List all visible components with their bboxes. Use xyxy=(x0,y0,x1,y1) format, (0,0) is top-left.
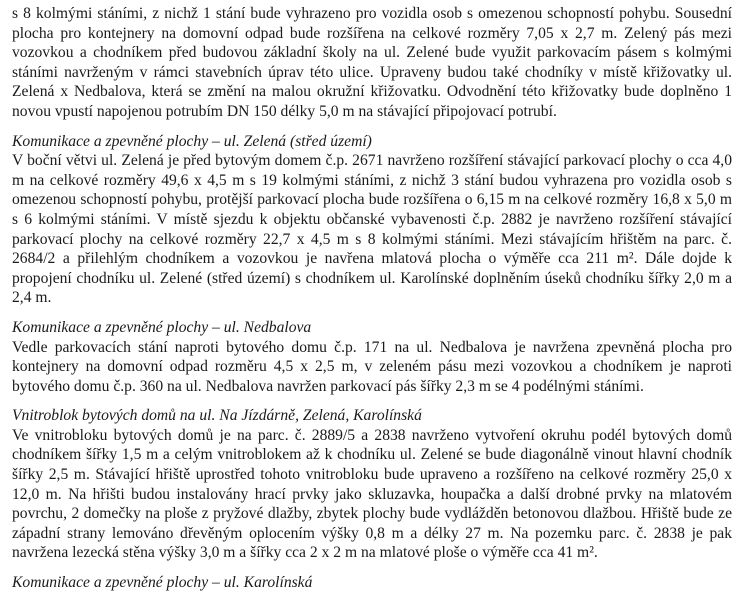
section-gap xyxy=(12,396,732,406)
section-heading-vnitroblok: Vnitroblok bytových domů na ul. Na Jízdárně, Zelená, Karolínská xyxy=(12,407,422,425)
section-heading-karolinska-cutoff: Komunikace a zpevněné plochy – ul. Karolínská xyxy=(12,574,313,592)
section-heading-zelena-center: Komunikace a zpevněné plochy – ul. Zelená (střed území) xyxy=(12,132,372,150)
section-heading-nedbalova: Komunikace a zpevněné plochy – ul. Nedbalova xyxy=(12,318,312,336)
section-gap xyxy=(12,563,732,573)
paragraph-vnitroblok: Ve vnitrobloku bytových domů je na parc. č. 2889/5 a 2838 navrženo vytvoření okruhu podél bytových domů chodníkem šířky 1,5 m a celým vnitroblokem až k chodníku ul. Zelené se bude diagonálně vinout hlavní chodník šířky 2,5 m. Stávající hřiště uprostřed tohoto vnitrobloku bude upraveno a rozšířeno na celkové rozměry 25,0 x 12,0 m. Na hřišti budou instalovány hrací prvky jako skluzavka, houpačka a další drobné prvky na mlatovém povrchu, 2 domečky na ploše z pryžové dlažby, zbytek plochy bude vydlážděn betonovou dlažbou. Hřiště bude ze západní strany lemováno dřevěným oplocením výšky 0,8 m a délky 27 m. Na pozemku parc. č. 2838 je pak navržena lezecká stěna výšky 3,0 m a šířky cca 2 x 2 m na mlatové ploše o výměře cca 41 m². xyxy=(12,426,732,562)
paragraph-zelena-center: V boční větvi ul. Zelená je před bytovým domem č.p. 2671 navrženo rozšíření stávající parkovací plochy o cca 4,0 m na celkové rozměry 49,6 x 4,5 m s 19 kolmými stáními, z nichž 3 stání budou vyhrazena pro vozidla osob s omezenou schopností pohybu, protější parkovací plocha bude rozšířena o 6,15 m na celkové rozměry 16,8 x 5,0 m s 6 kolmými stáními. V místě sjezdu k objektu občanské vybavenosti č.p. 2882 je navrženo rozšíření stávající parkovací plochy na celkové rozměry 22,7 x 4,5 m s 8 kolmými stáními. Mezi stávajícím hřištěm na parc. č. 2684/2 a přilehlým chodníkem a vozovkou je navřena mlatová plocha o výměře cca 211 m². Dále dojde k propojení chodníku ul. Zelené (střed území) s chodníkem ul. Karolínské doplněním úseků chodníku šířky 2,0 m a 2,4 m. xyxy=(12,152,732,307)
section-gap xyxy=(12,122,732,132)
paragraph-parking-zelena-school: s 8 kolmými stáními, z nichž 1 stání bude vyhrazeno pro vozidla osob s omezenou schopností pohybu. Sousední plocha pro kontejnery na domovní odpad bude rozšířena na celkové rozměry 7,05 x 2,7 m. Zelený pás mezi vozovkou a chodníkem před budovou základní školy na ul. Zelené bude využit parkovacím pásem s kolmými stáními navrženým v rámci stavebních úprav této ulice. Upraveny budou také chodníky v místě křižovatky ul. Zelená x Nedbalova, která se změní na malou okružní křižovatku. Odvodnění této křižovatky bude doplněno 1 novou vpustí napojenou potrubím DN 150 délky 5,0 m na stávající připojovací potrubí. xyxy=(12,5,732,120)
paragraph-nedbalova: Vedle parkovacích stání naproti bytového domu č.p. 171 na ul. Nedbalova je navržena zpevněná plocha pro kontejnery na domovní odpad rozměru 4,5 x 2,5 m, v zeleném pásu mezi vozovkou a chodníkem je naproti bytového domu č.p. 360 na ul. Nedbalova navržen parkovací pás šířky 2,3 m se 4 podélnými stáními. xyxy=(12,338,732,395)
section-gap xyxy=(12,308,732,318)
